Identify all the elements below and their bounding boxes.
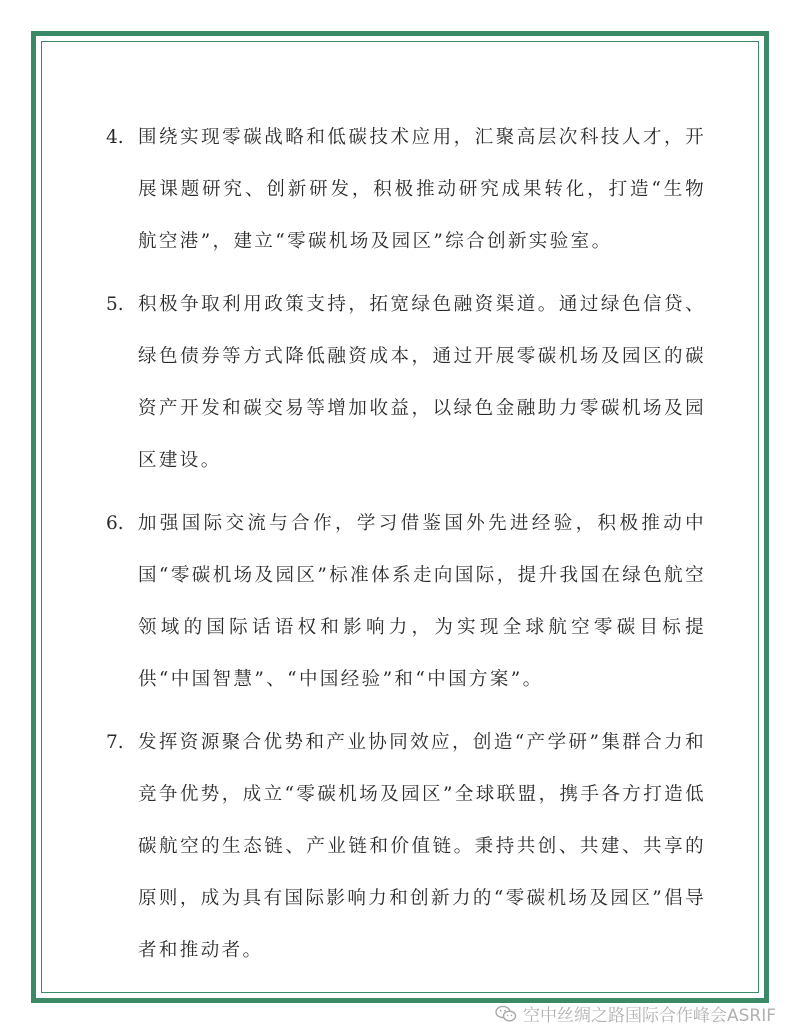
- list-item-number: 5.: [106, 294, 124, 315]
- watermark-text: 空中丝绸之路国际合作峰会ASRIF: [522, 1006, 776, 1026]
- numbered-list: [106, 112, 706, 988]
- list-item-number: 4.: [106, 127, 124, 148]
- list-item-number: 7.: [106, 732, 124, 753]
- list-item: [106, 279, 706, 487]
- list-item: [106, 498, 706, 706]
- list-item-text: 围绕实现零碳战略和低碳技术应用，汇聚高层次科技人才，开展课题研究、创新研发，积极推动研究成果转化，打造“生物航空港”，建立“零碳机场及园区”综合创新实验室。: [138, 127, 706, 252]
- list-item: [106, 717, 706, 977]
- list-item-number: 6.: [106, 513, 124, 534]
- list-item-text: 加强国际交流与合作，学习借鉴国外先进经验，积极推动中国“零碳机场及园区”标准体系走向国际，提升我国在绿色航空领域的国际话语权和影响力，为实现全球航空零碳目标提供“中国智慧”、“中国经验”和“中国方案”。: [138, 513, 706, 690]
- list-item-text: 积极争取利用政策支持，拓宽绿色融资渠道。通过绿色信贷、绿色债券等方式降低融资成本，通过开展零碳机场及园区的碳资产开发和碳交易等增加收益，以绿色金融助力零碳机场及园区建设。: [138, 294, 706, 471]
- wechat-icon: [495, 1005, 517, 1023]
- list-item: [106, 112, 706, 268]
- list-item-text: 发挥资源聚合优势和产业协同效应，创造“产学研”集群合力和竞争优势，成立“零碳机场及园区”全球联盟，携手各方打造低碳航空的生态链、产业链和价值链。秉持共创、共建、共享的原则，成为具有国际影响力和创新力的“零碳机场及园区”倡导者和推动者。: [138, 732, 706, 961]
- watermark: [495, 1001, 776, 1026]
